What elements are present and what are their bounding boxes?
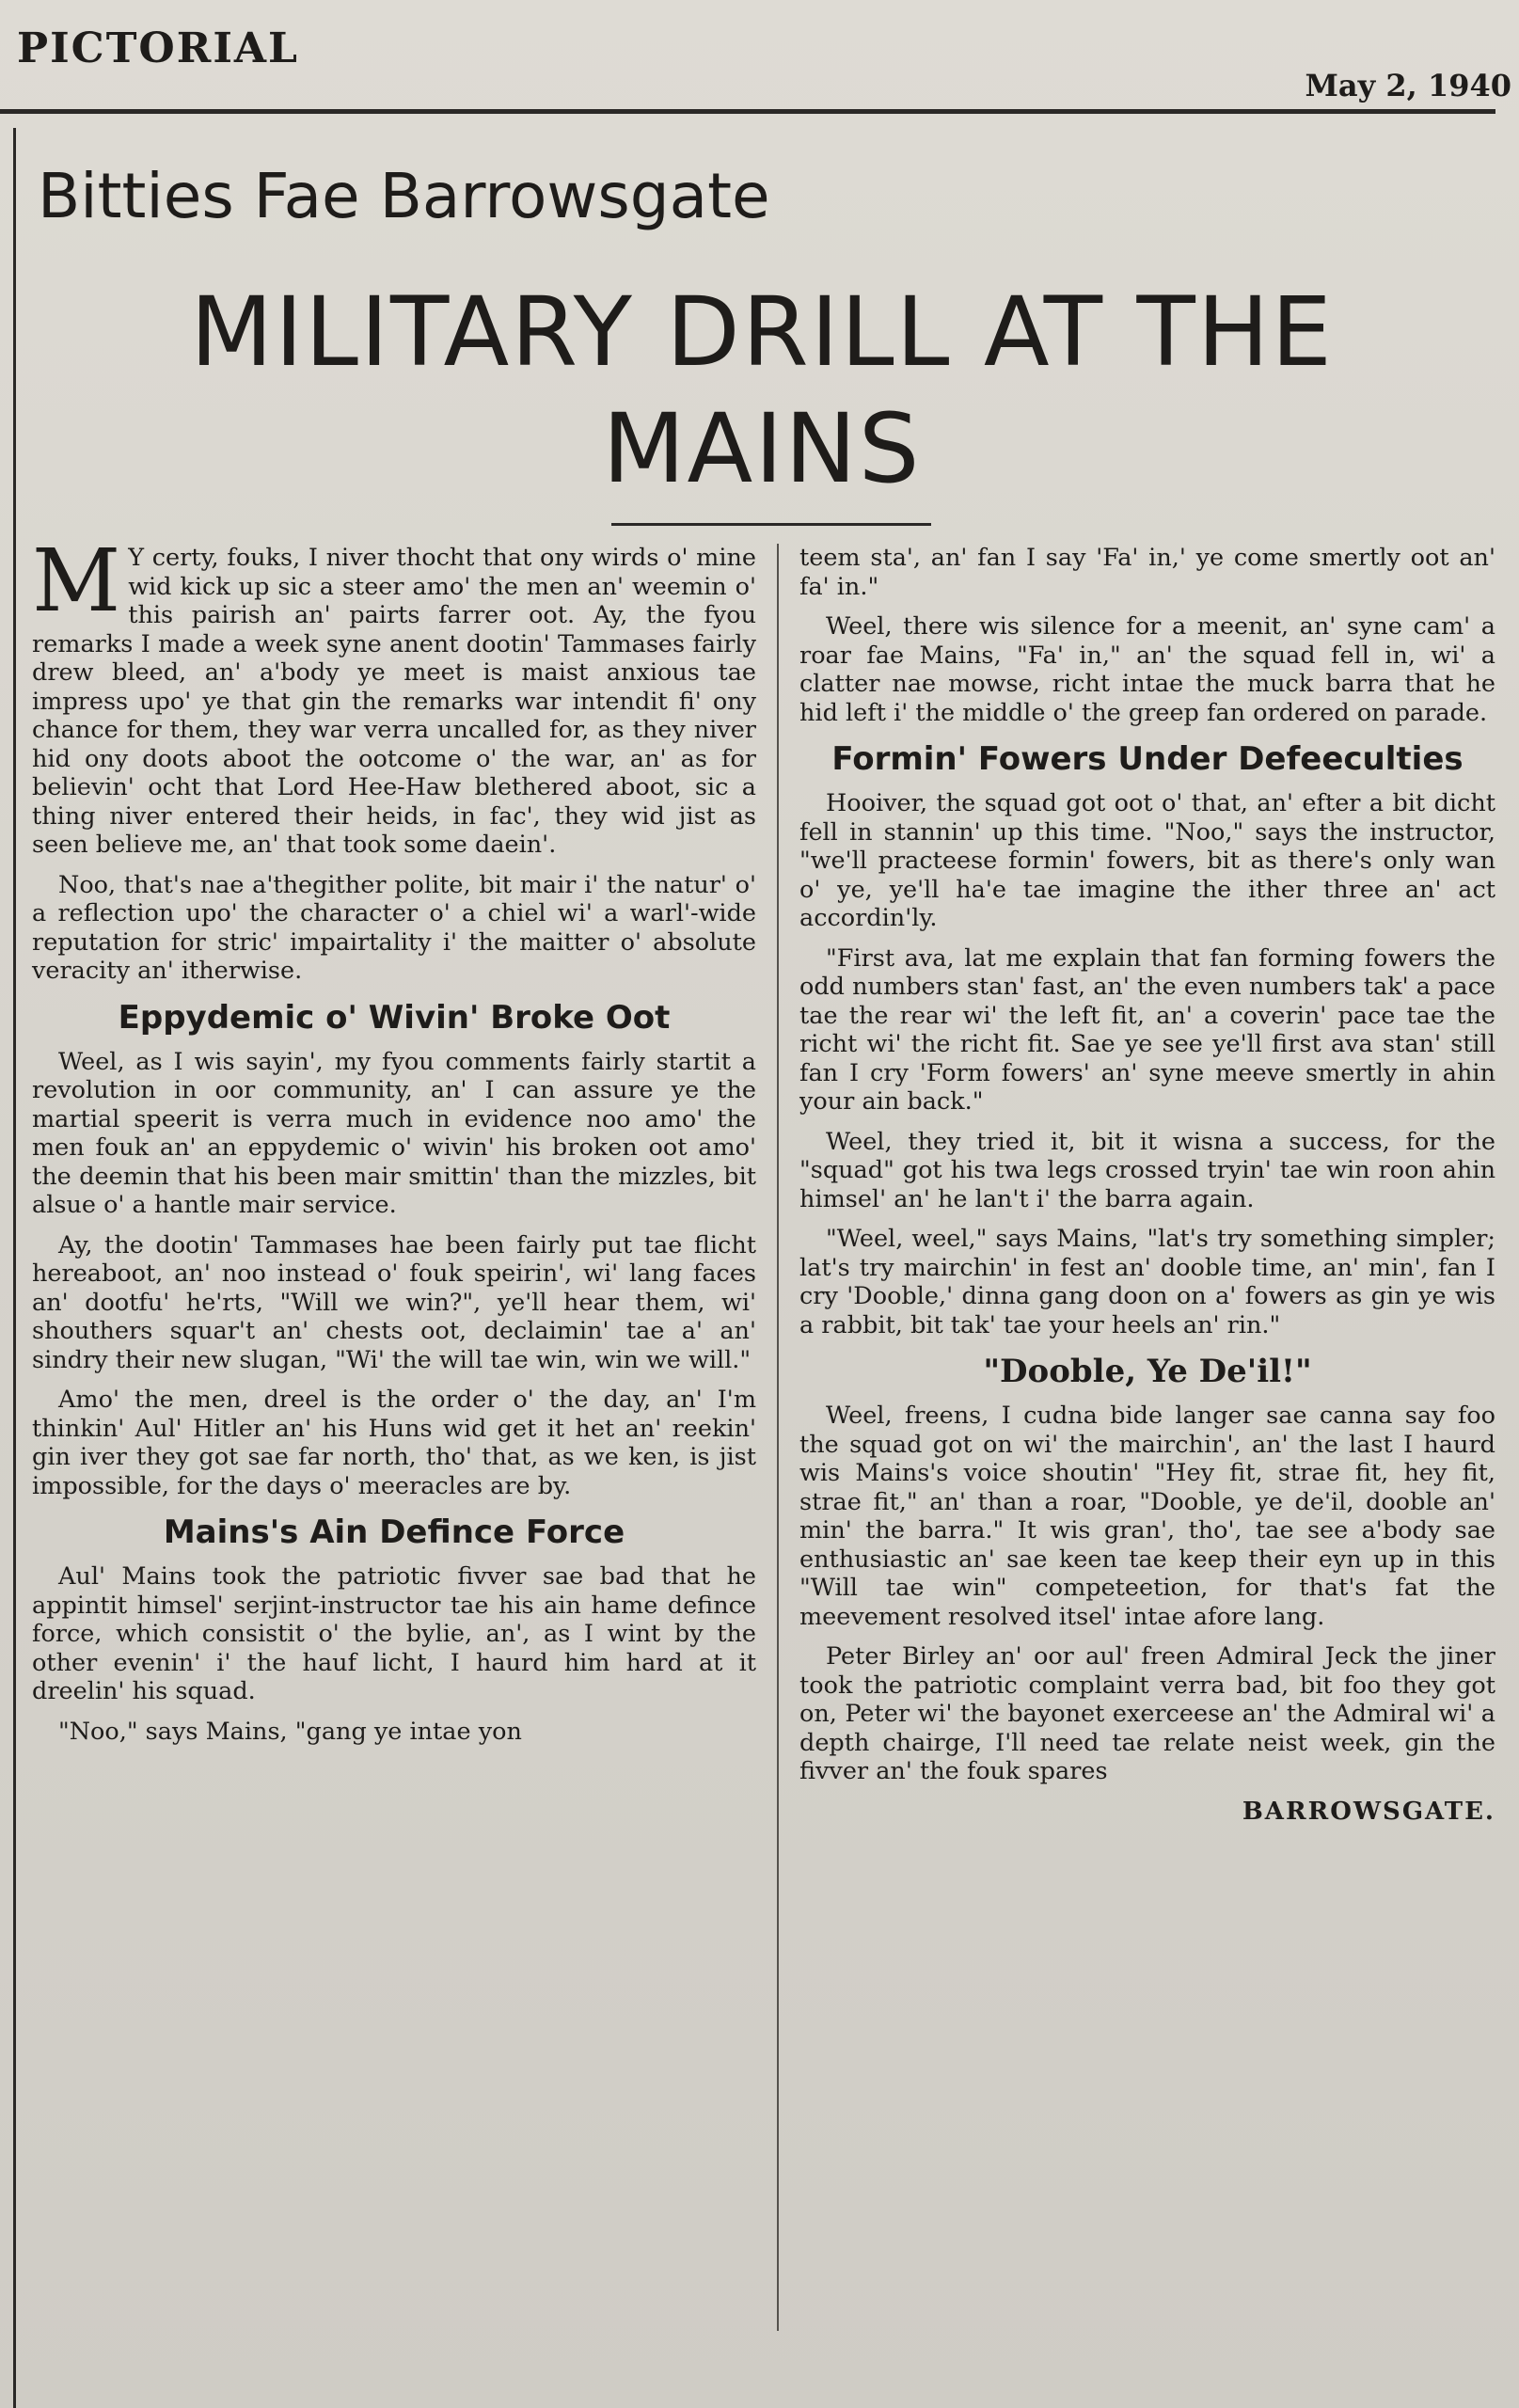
left-column [32, 531, 756, 1757]
paragraph: Weel, they tried it, bit it wisna a success, for the "squad" got his twa legs crossed tryin' tae win roon ahin himsel' an' he lan't i' the barra again. [799, 1127, 1495, 1213]
dateline: May 2, 1940 [1305, 68, 1511, 103]
right-column [799, 544, 1495, 1826]
paragraph: Aul' Mains took the patriotic fivver sae bad that he appintit himsel' serjint-instructor tae his ain hame defince force, which consistit o' the bylie, an', as I wint by the other evenin' i' the hauf licht, I haurd him hard at it dreelin' his squad. [32, 1562, 756, 1705]
paragraph: Peter Birley an' oor aul' freen Admiral Jeck the jiner took the patriotic complaint verra bad, bit foo they got on, Peter wi' the bayonet exerceese an' the Admiral wi' a depth chairge, I'll need tae relate neist week, gin the fivver an' the fouk spares [799, 1642, 1495, 1785]
paragraph-text: Y certy, fouks, I niver thocht that ony wirds o' mine wid kick up sic a steer amo' the men an' weemin o' this pairish an' pairts farrer oot. Ay, the fyou remarks I made a week syne anent dootin' Tammases fairly drew bleed, an' a'body ye meet is maist anxious tae impress upo' ye that gin the remarks war intendit fi' ony chance for them, they war verra uncalled for, as they niver hid ony doots aboot the ootcome o' the war, an' as for believin' ocht that Lord Hee-Haw blethered aboot, sic a thing niver entered their heids, in fac', they wid jist as seen believe me, an' that took some daein'. [32, 544, 756, 859]
paragraph: Weel, as I wis sayin', my fyou comments fairly startit a revolution in oor community, an' I can assure ye the martial speerit is verra much in evidence noo amo' the men fouk an' an eppydemic o' wivin' his broken oot amo' the deemin that his been mair smittin' than the mizzles, bit alsue o' a hantle mair service. [32, 1047, 756, 1219]
paragraph: Ay, the dootin' Tammases hae been fairly put tae flicht hereaboot, an' noo instead o' fouk speirin', wi' lang faces an' dootfu' he'rts, "Will we win?", ye'll hear them, wi' shouthers squar't an' chests oot, declaimin' tae a' an' sindry their new slugan, "Wi' the will tae win, win we will." [32, 1230, 756, 1374]
paragraph: "Noo," says Mains, "gang ye intae yon [58, 1717, 522, 1746]
headline-rule [611, 523, 931, 526]
paragraph: Hooiver, the squad got oot o' that, an' efter a bit dicht fell in stannin' up this time. "Noo," says the instructor, "we'll practeese formin' fowers, bit as there's only wan o' ye, ye'll ha'e tae imagine the ither three an' act accordin'ly. [799, 789, 1495, 932]
paragraph: teem sta', an' fan I say 'Fa' in,' ye come smertly oot an' fa' in." [799, 544, 1495, 601]
top-rule [0, 109, 1495, 114]
drop-cap: M [32, 531, 121, 631]
paragraph: Weel, there wis silence for a meenit, an' syne cam' a roar fae Mains, "Fa' in," an' the squad fell in, wi' a clatter nae mowse, richt intae the muck barra that he hid left i' the middle o' the greep fan ordered on parade. [799, 612, 1495, 727]
article-headline: MILITARY DRILL AT THE MAINS [190, 277, 1334, 505]
paragraph: "First ava, lat me explain that fan forming fowers the odd numbers stan' fast, an' the even numbers tak' a pace tae the rear wi' the left fit, an' a coverin' pace tae the richt wi' the richt fit. Sae ye see ye'll first ava stan' still fan I cry 'Form fowers' an' syne meeve smertly in ahin your ain back." [799, 943, 1495, 1116]
subheading: "Dooble, Ye De'il!" [983, 1353, 1312, 1390]
paragraph: Noo, that's nae a'thegither polite, bit mair i' the natur' o' a reflection upo' the character o' a chiel wi' a warl'-wide reputation for stric' impairtality i' the maitter o' absolute veracity an' itherwise. [32, 870, 756, 985]
paragraph: Weel, freens, I cudna bide langer sae canna say foo the squad got on wi' the mairchin', an' the last I haurd wis Mains's voice shoutin' "Hey fit, strae fit, hey fit, strae fit," an' than a roar, "Dooble, ye de'il, dooble an' min' the barra." It wis gran', tho', tae see a'body sae enthusiastic an' sae keen tae keep their eyn up in this "Will tae win" competeetion, for that's fat the meevement resolved itsel' intae afore lang. [799, 1402, 1495, 1631]
paragraph [32, 531, 756, 860]
subheading: Eppydemic o' Wivin' Broke Oot [118, 998, 671, 1037]
subheading: Formin' Fowers Under Defeeculties [831, 740, 1464, 778]
column-divider [777, 544, 779, 2331]
paragraph: "Weel, weel," says Mains, "lat's try something simpler; lat's try mairchin' in fest an' dooble time, an' min', fan I cry 'Dooble,' dinna gang doon on a' fowers as gin ye wis a rabbit, bit tak' tae your heels an' rin." [799, 1225, 1495, 1339]
subheading: Mains's Ain Defince Force [163, 1513, 625, 1551]
masthead: PICTORIAL [17, 24, 299, 72]
author-signoff: BARROWSGATE. [1242, 1797, 1495, 1826]
article-kicker: Bitties Fae Barrowsgate [38, 160, 770, 232]
paragraph: Amo' the men, dreel is the order o' the day, an' I'm thinkin' Aul' Hitler an' his Huns wid get it het an' reekin' gin iver they got sae far north, tho' that, as we ken, is jist impossible, for the days o' meeracles are by. [32, 1386, 756, 1500]
